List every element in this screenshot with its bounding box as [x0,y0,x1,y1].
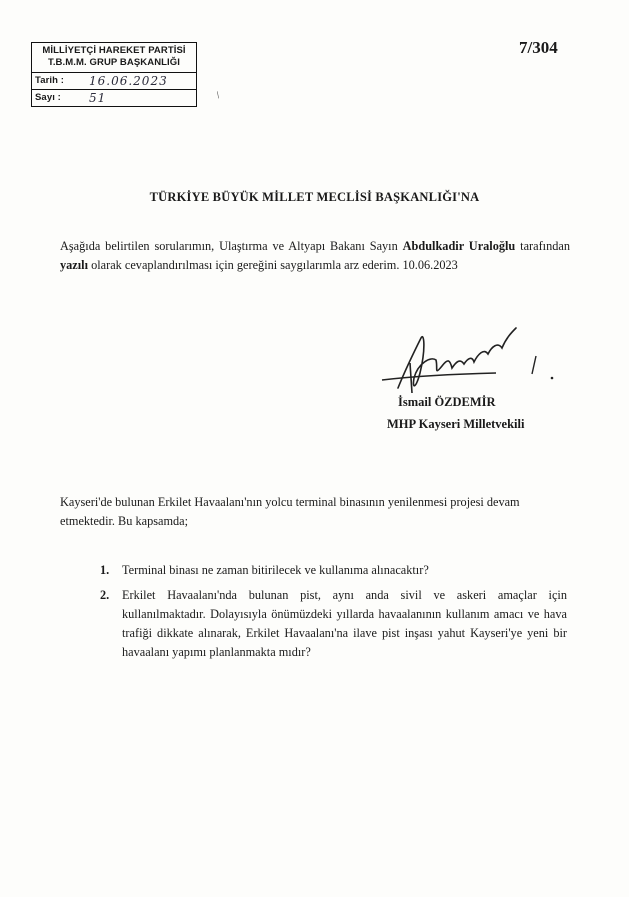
stamp-header [32,43,196,73]
signer-title: MHP Kayseri Milletvekili [387,417,525,431]
minister-name: Abdulkadir Uraloğlu [402,239,516,253]
stamp-date-label: Tarih : [35,75,65,86]
registry-stamp [31,42,197,107]
signer-name: İsmail ÖZDEMİR [398,395,496,409]
question-list [100,561,567,668]
stamp-date-row [32,73,196,90]
stamp-date-value: 16.06.2023 [89,74,168,88]
document-number: 7/304 [519,38,558,57]
written-emphasis: yazılı [60,258,89,272]
stamp-number-label: Sayı : [35,92,61,103]
list-item [100,586,567,662]
stamp-org-line2: T.B.M.M. GRUP BAŞKANLIĞI [47,57,181,68]
intro-text-3: olarak cevaplandırılması için gereğini saygılarımla arz ederim. 10.06.2023 [88,258,458,272]
stamp-number-row [32,90,196,106]
stamp-org-line1: MİLLİYETÇİ HAREKET PARTİSİ [42,45,186,56]
question-text: Erkilet Havaalanı'nda bulunan pist, aynı anda sivil ve askeri amaçlar için kullanılmaktadır. Dolayısıyla önümüzdeki yıllarda havaalanının kullanım amacı ve hava trafiği dikkate alınarak, Erkilet Havaalanı'na ilave pist inşası yahut Kayseri'ye yeni bir havaalanı yapımı planlanmakta mıdır? [122,588,567,659]
pen-mark: / [214,90,223,101]
intro-paragraph [60,237,570,275]
body-paragraph: Kayseri'de bulunan Erkilet Havaalanı'nın yolcu terminal binasının yenilenmesi projesi devam etmektedir. Bu kapsamda; [60,495,520,528]
page-title: TÜRKİYE BÜYÜK MİLLET MECLİSİ BAŞKANLIĞI'NA [149,190,480,204]
question-number: 1. [100,563,110,577]
intro-text-1: Aşağıda belirtilen sorularımın, Ulaştırma ve Altyapı Bakanı Sayın [60,239,403,253]
question-number: 2. [100,588,110,602]
signature [376,318,576,398]
intro-text-2: tarafından [515,239,571,253]
stamp-number-value: 51 [89,91,107,105]
question-text: Terminal binası ne zaman bitirilecek ve kullanıma alınacaktır? [122,563,429,577]
list-item [100,561,567,580]
